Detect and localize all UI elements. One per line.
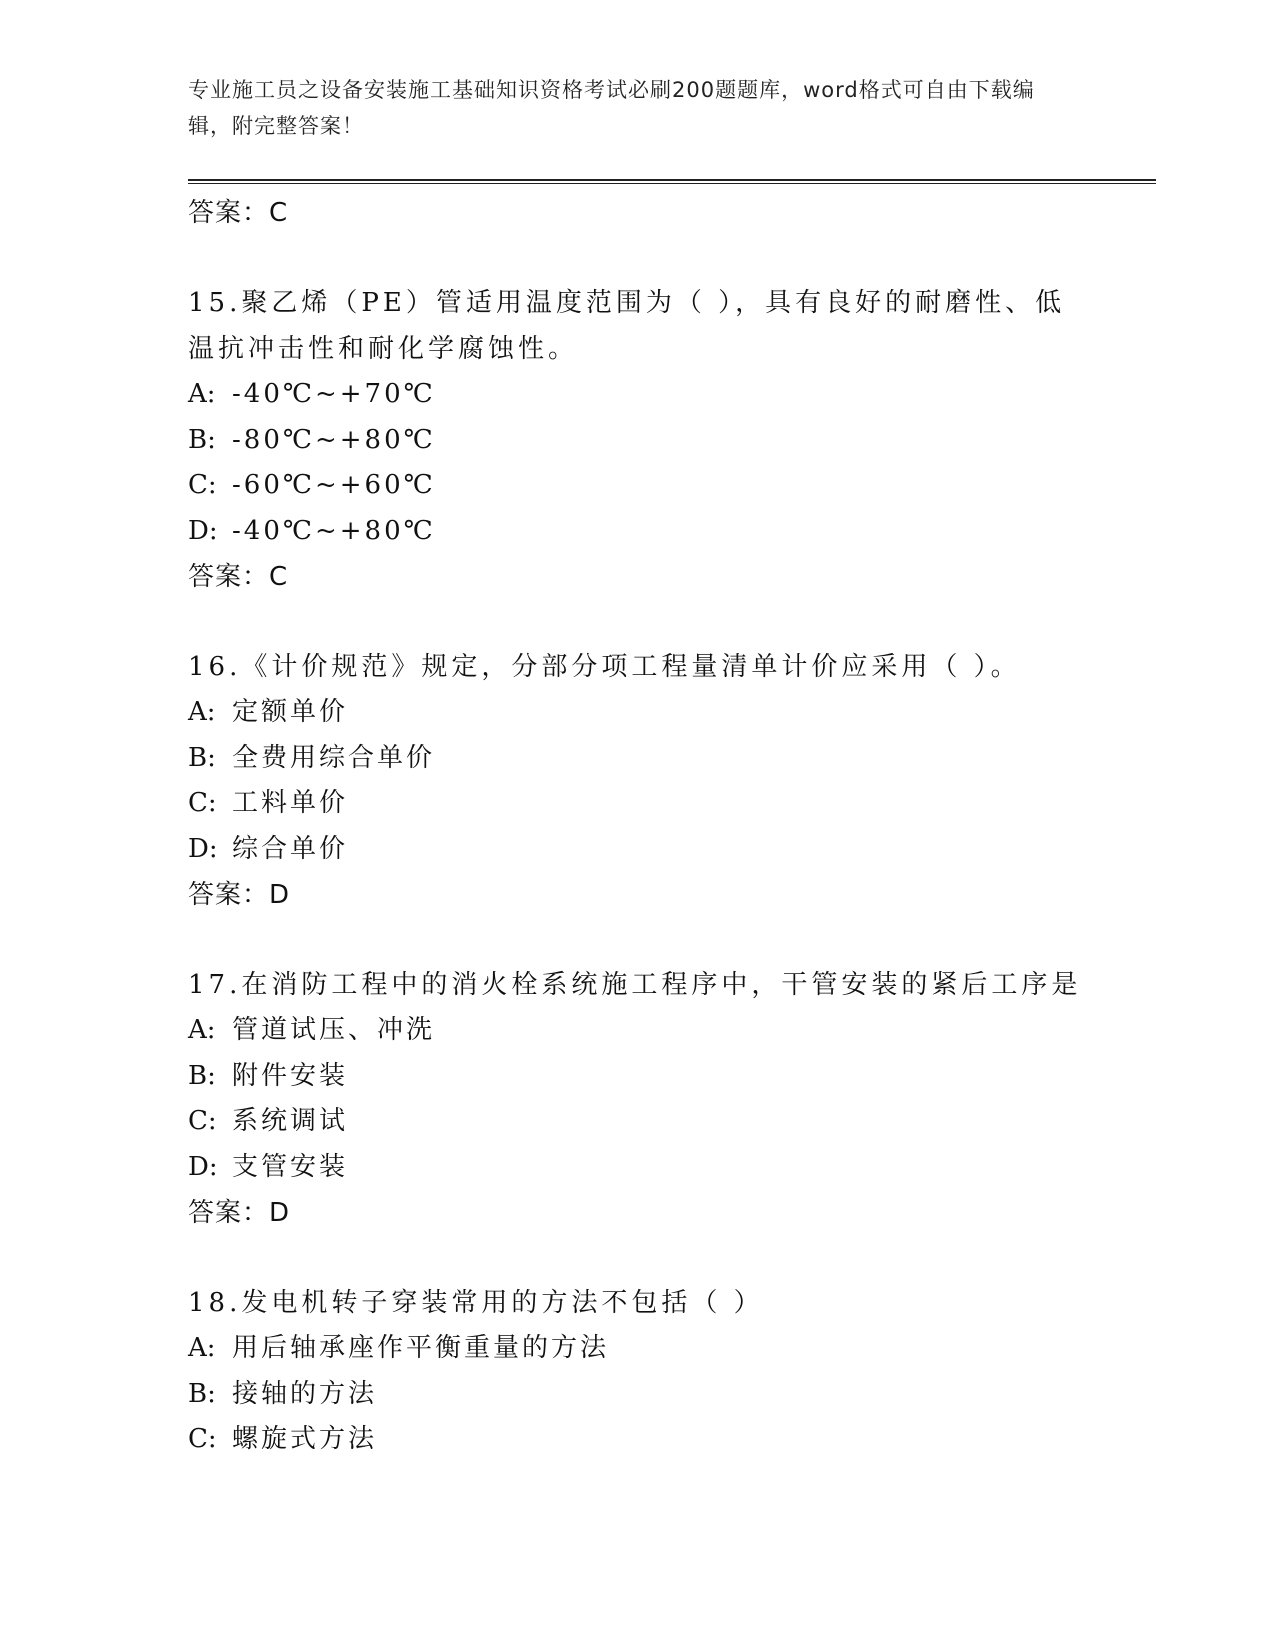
- option-a: [188, 1326, 1088, 1372]
- question-18: [188, 1280, 1088, 1463]
- option-c: [188, 781, 1088, 827]
- option-key: A:: [188, 1333, 216, 1363]
- option-c: [188, 463, 1088, 509]
- document-header: [188, 72, 1068, 144]
- option-c: [188, 1417, 1088, 1463]
- option-b: [188, 1054, 1088, 1100]
- option-key: B:: [188, 1060, 216, 1091]
- answer-line: 答案：D: [188, 1198, 291, 1228]
- header-title: 专业施工员之设备安装施工基础知识资格考试必刷200题题库，word格式可自由下载编辑，附完整答案！: [188, 78, 1035, 138]
- option-b: [188, 736, 1088, 782]
- option-text: -40℃~+70℃: [232, 379, 436, 409]
- option-key: B:: [188, 424, 216, 455]
- option-text: -80℃~+80℃: [232, 424, 436, 455]
- option-key: C:: [188, 788, 217, 818]
- question-stem: 17.在消防工程中的消火栓系统施工程序中，干管安装的紧后工序是: [188, 970, 1082, 1000]
- option-text: 螺旋式方法: [232, 1424, 378, 1454]
- option-key: A:: [188, 379, 216, 409]
- option-key: D:: [188, 1151, 218, 1182]
- question-15: [188, 280, 1088, 600]
- option-text: 附件安装: [232, 1060, 349, 1091]
- header-divider: [188, 179, 1156, 184]
- option-key: A:: [188, 1015, 216, 1045]
- question-list: [188, 190, 1088, 1463]
- option-text: 全费用综合单价: [232, 742, 436, 773]
- question-stem: 15.聚乙烯（PE）管适用温度范围为（ ），具有良好的耐磨性、低温抗冲击性和耐化学腐蚀性。: [188, 288, 1066, 364]
- option-text: -60℃~+60℃: [232, 470, 436, 500]
- option-key: C:: [188, 1424, 217, 1454]
- answer-line: 答案：D: [188, 880, 291, 910]
- option-text: 接轴的方法: [232, 1378, 378, 1409]
- option-key: C:: [188, 470, 217, 500]
- option-text: 定额单价: [232, 697, 349, 727]
- option-key: B:: [188, 1378, 216, 1409]
- option-key: D:: [188, 833, 218, 864]
- question-16: [188, 644, 1088, 918]
- option-b: [188, 1372, 1088, 1418]
- option-a: [188, 690, 1088, 736]
- option-a: [188, 1008, 1088, 1054]
- option-key: A:: [188, 697, 216, 727]
- option-text: 综合单价: [232, 833, 349, 864]
- option-d: [188, 509, 1088, 555]
- option-c: [188, 1099, 1088, 1145]
- option-key: B:: [188, 742, 216, 773]
- question-stem: 18.发电机转子穿装常用的方法不包括（ ）: [188, 1288, 764, 1318]
- question-stem: 16.《计价规范》规定，分部分项工程量清单计价应采用（ ）。: [188, 652, 1021, 682]
- option-text: -40℃~+80℃: [232, 515, 436, 546]
- option-text: 系统调试: [232, 1106, 349, 1136]
- option-key: D:: [188, 515, 218, 546]
- option-d: [188, 1145, 1088, 1191]
- option-text: 工料单价: [232, 788, 349, 818]
- answer-line: 答案：C: [188, 562, 289, 592]
- question-17: [188, 962, 1088, 1236]
- option-d: [188, 827, 1088, 873]
- option-key: C:: [188, 1106, 217, 1136]
- option-text: 支管安装: [232, 1151, 349, 1182]
- option-a: [188, 372, 1088, 418]
- option-b: [188, 418, 1088, 464]
- answer-line: 答案：C: [188, 198, 289, 228]
- option-text: 用后轴承座作平衡重量的方法: [232, 1333, 610, 1363]
- option-text: 管道试压、冲洗: [232, 1015, 436, 1045]
